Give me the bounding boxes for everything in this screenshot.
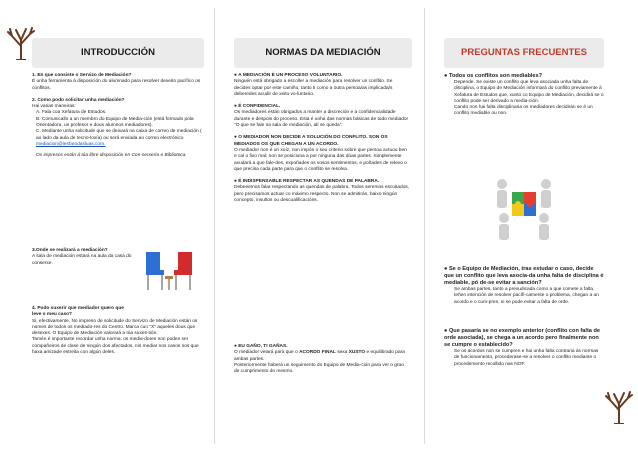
q4-title: 4. Podo suxerir que mediador quero que leve o meu caso? — [32, 306, 124, 318]
norm-1 — [234, 73, 410, 98]
q2-option-c — [32, 129, 202, 148]
norm-5-text-c: e equilibrado para ambas partes. — [234, 350, 405, 362]
q2-option-a: A. Fala coa Xefatura de Estudos. — [36, 110, 107, 116]
bullet-icon: ● — [234, 344, 239, 349]
q2-title: 2. Como podo solicitar unha mediación? — [32, 97, 125, 103]
bullet-icon: ● — [444, 266, 449, 272]
faq-1 — [444, 73, 604, 118]
norm-3 — [234, 135, 410, 173]
faq-1-text-1: Depende. Se existe un conflito que leva asociada unha falta de disciplina, o Equipo de Mediación informará do conflito previamente á Xefatura de Estudos que, xunto co Equipo de Mediación, decidirá se o conflito pode ser derivado a media-ción. — [454, 80, 604, 104]
norm-4 — [234, 179, 410, 204]
column-divider — [214, 8, 215, 444]
norm-5-bold-2: XUSTO — [348, 350, 366, 356]
q3-text: A sala de mediación estará na aula da casa do conserxe. — [32, 254, 132, 266]
q2-note: Os impresos están á túa libre disposición en Con-serxería e Biblioteca. — [36, 153, 187, 159]
norm-2-title: É CONFIDENCIAL. — [238, 104, 281, 110]
norm-2-text: Os mediadores están obrigados a manter a discreción e a confidencialidade durante e despois do proceso. Esta é unha das normas básicas de todo mediador "O que se fale na sala de mediación, alí se queda". — [234, 110, 409, 129]
norm-1-title: A MEDIACIÓN É UN PROCESO VOLUNTARIO. — [238, 73, 343, 78]
intro-section — [32, 73, 202, 166]
bullet-icon: ● — [234, 104, 239, 110]
faq-header: PREGUNTAS FRECUENTES — [444, 38, 604, 68]
norm-1-text: Ninguén está obrigado a escoller a mediación para resolver un conflito. Se decides optar por este camiño, tanto ti como a outra persoa/as implicada/s deberedes acudir de xeito vo-luntario. — [234, 79, 393, 97]
bullet-icon: ● — [234, 135, 239, 141]
faq-3 — [444, 328, 604, 368]
mediation-email-link[interactable]: mediacion@iesfarodasluas.com. — [36, 141, 106, 147]
norm-5-text-2: Posteriormente haberá un seguimento do Equipo de Media-ción para ver o grao de cumprimento do mesmo. — [234, 362, 404, 375]
norm-3-title: O MEDIADOR NON DECIDE A SOLUCIÓN DO CONFLITO. SON OS MEDIADOS OS QUE CHEGAN A UN ACORDO. — [234, 135, 388, 147]
faq-2-text: Se ambas partes, tanto a prexudicada como a que comete a falta, teñen intención de resolver pacífi-camente o problema, chegan a un acordo e o cum-pren, si se pode evitar a falta de orde. — [454, 287, 599, 305]
norm-5-text-a: O mediador velará para que o — [234, 350, 298, 356]
intro-header: INTRODUCCIÓN — [32, 38, 204, 68]
norm-5-text — [234, 350, 410, 363]
faq-3-title: Que pasaría se no exemplo anterior (conflito con falta de orde asociada), se chega a un acordo pero finalmente non se cumpre o establecido? — [444, 328, 601, 348]
q1-title: 1. En que consiste o Servizo de Mediación? — [32, 73, 132, 78]
faq-1-title: Todos os conflitos son mediables? — [448, 73, 543, 79]
norm-5 — [234, 344, 410, 375]
norm-5-bold-1: ACORDO FINAL — [299, 350, 336, 356]
faq-3-text: Se os acordos non se cumpren e hai unha falta contraria ás normas de funcionamento, procederase-se a resolver o conflito mediante o procedemento recollido nas NOF. — [454, 349, 599, 367]
norm-4-text: Debeeemos falar respectando as quendas de palabra. Todos seremos escoitados, pero precisamos actuar co máximo respecto. Non se admitirán, baixo ningún concepto, insultos ou descualificacións. — [234, 185, 410, 204]
q3-section — [32, 248, 144, 267]
norm-2 — [234, 104, 410, 129]
bullet-icon: ● — [444, 328, 449, 334]
column-divider — [424, 8, 425, 444]
norm-5-text-b: sexa — [337, 350, 348, 356]
faq-1-text-2: Cando non hai falta disciplinaria os mediadores decidirán se é un conflito mediable ou non. — [454, 105, 593, 117]
q4-text1: Si, efectivamente. No impreso de solicitude do Servizo de Mediación están os nomes de todos os mediado-res do Centro. Marca cun "X" aqueles dous que desexes. O Equipo de Mediación valorará a túa suxes-tión. — [32, 318, 198, 337]
bullet-icon: ● — [444, 73, 449, 79]
q4-text2: Tamén é importante recordar unha norma: os media-dores non poden ser compañeiros de clase de ningún dos afectados, nin mediar nos casos nos que haxa amizade estreita con algún deles. — [32, 337, 199, 356]
q1-text: É unha ferramenta á disposición do alumnado para resolver dexeito pacífico os conflitos. — [32, 79, 201, 91]
faq-2 — [444, 266, 604, 306]
faq-2-title: Se o Equipo de Mediación, tras estudar o caso, decide que un conflito que leva asocia-da unha falta de disciplina é mediable, pó de-se evitar a sanción? — [444, 266, 604, 286]
bullet-icon: ● — [234, 73, 239, 78]
norm-5-title: EU GAÑO, TI GAÑAS. — [238, 344, 288, 349]
norm-3-text: O mediador non é un xuíz, non impón o seu criterio sobre que persoa actuou ben e cal o fixo mal; non se posiciona a por ninguna das dúas partes. Simplemente axudará a que fale-des, expoñades os vosos sentimentos, e poñades de relevo o que precisa cada parte para que o conflito se resolva. — [234, 147, 407, 172]
norms-header: NORMAS DA MEDIACIÓN — [234, 38, 412, 68]
q2-option-b: B. Comunicallo a un membro do Equipo de Media-ción (está formado pola Orientadora, un profesor e dous alumnos mediadores). — [36, 116, 194, 129]
chairs-image — [142, 246, 196, 298]
q2-option-c-text: C. Mediante unha solicitude que se deixará na caixa de correo de mediación ( ao lado da aula de tecno-loxía) ou será enviada ao correo electrónico — [36, 129, 202, 141]
norm-4-title: É INDISPENSABLE RESPECTAR AS QUENDAS DE PALABRA. — [238, 179, 380, 185]
q4-section — [32, 306, 202, 356]
q2-intro: Hai varias maneiras: — [32, 104, 76, 110]
puzzle-people-image — [484, 164, 564, 244]
q3-title: 3.Onde se realizará a mediación? — [32, 248, 108, 253]
norms-section — [234, 73, 410, 210]
bullet-icon: ● — [234, 179, 239, 185]
tree-icon-bottom-right — [604, 390, 634, 424]
